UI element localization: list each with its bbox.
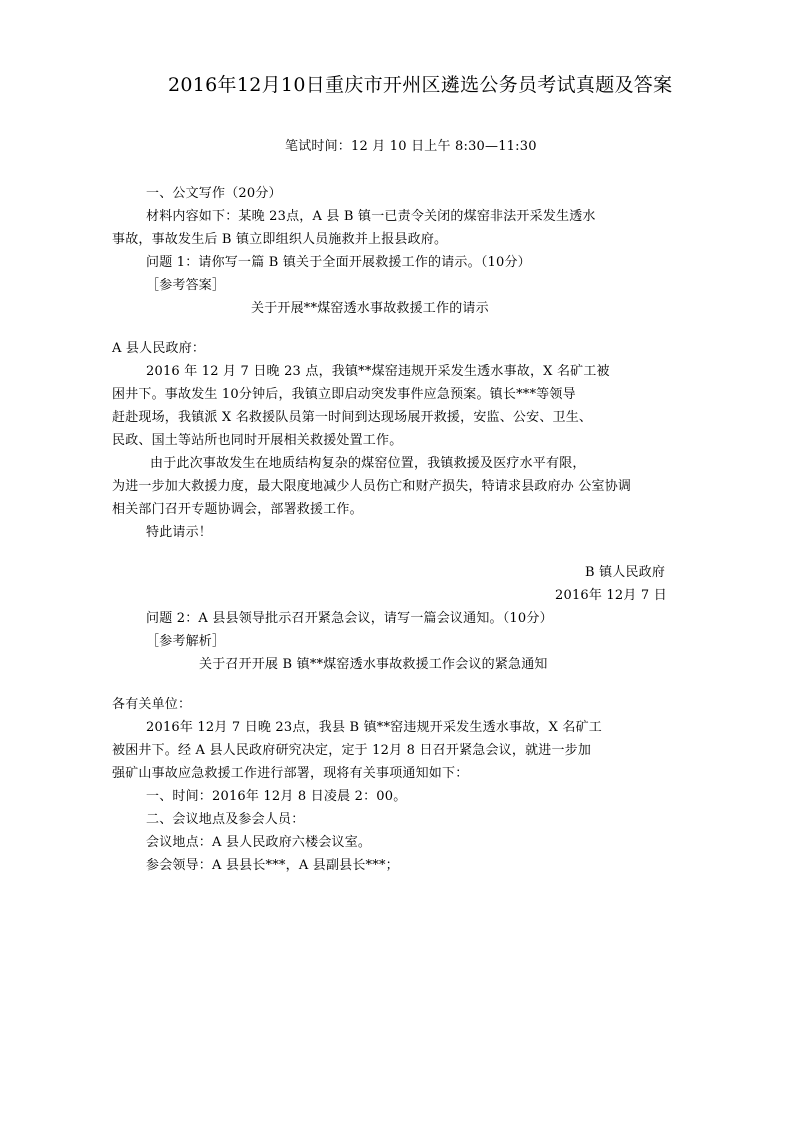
request-signer: B 镇人民政府 (585, 565, 666, 580)
section1-heading: 一、公文写作（20分） (146, 186, 282, 201)
request-date: 2016年 12月 7 日 (555, 588, 667, 603)
notice-body-line: 二、会议地点及参会人员： (146, 812, 305, 827)
request-title: 关于开展**煤窑透水事故救援工作的请示 (251, 301, 489, 316)
request-body-line: 困井下。事故发生 10分钟后，我镇立即启动突发事件应急预案。镇长***等领导 (112, 387, 576, 402)
notice-body-line: 2016年 12月 7 日晚 23点，我县 B 镇**窑违规开采发生透水事故，X 名矿工 (146, 720, 602, 735)
request-body-line: 由于此次事故发生在地质结构复杂的煤窑位置，我镇救援及医疗水平有限， (150, 456, 586, 471)
request-body-line: 为进一步加大救援力度，最大限度地减少人员伤亡和财产损失，特请求县政府办 公室协调 (112, 479, 632, 494)
request-body-line: 赶赴现场，我镇派 X 名救援队员第一时间到达现场展开救援，安监、公安、卫生、 (112, 410, 593, 425)
request-closing: 特此请示！ (146, 525, 213, 540)
material-line-2: 事故，事故发生后 B 镇立即组织人员施救并上报县政府。 (112, 232, 448, 247)
question-1: 问题 1：请你写一篇 B 镇关于全面开展救援工作的请示。（10分） (146, 255, 531, 270)
document-title: 2016年12月10日重庆市开州区遴选公务员考试真题及答案 (168, 74, 673, 96)
question-2: 问题 2：A 县县领导批示召开紧急会议，请写一篇会议通知。（10分） (146, 611, 553, 626)
reference-analysis-label: ［参考解析］ (146, 634, 226, 649)
notice-body-line: 强矿山事故应急救援工作进行部署，现将有关事项通知如下： (112, 766, 469, 781)
material-line-1: 材料内容如下：某晚 23点，A 县 B 镇一已责令关闭的煤窑非法开采发生透水 (146, 209, 596, 224)
request-addressee: A 县人民政府： (112, 341, 206, 356)
exam-time: 笔试时间：12 月 10 日上午 8:30—11:30 (285, 139, 537, 154)
request-body-line: 2016 年 12 月 7 日晚 23 点，我镇**煤窑违规开采发生透水事故，X 名矿工被 (146, 364, 610, 379)
request-body-line: 相关部门召开专题协调会，部署救援工作。 (112, 502, 363, 517)
notice-body-line: 参会领导：A 县县长***，A 县副县长***； (146, 858, 399, 873)
request-body-line: 民政、国土等站所也同时开展相关救援处置工作。 (112, 433, 403, 448)
notice-body-line: 会议地点：A 县人民政府六楼会议室。 (146, 835, 372, 850)
notice-body-line: 一、时间：2016年 12月 8 日凌晨 2：00。 (146, 789, 407, 804)
notice-addressee: 各有关单位： (112, 697, 192, 712)
notice-body-line: 被困井下。经 A 县人民政府研究决定，定于 12月 8 日召开紧急会议，就进一步加 (112, 743, 592, 758)
notice-title: 关于召开开展 B 镇**煤窑透水事故救援工作会议的紧急通知 (199, 657, 548, 672)
reference-answer-label: ［参考答案］ (146, 278, 226, 293)
